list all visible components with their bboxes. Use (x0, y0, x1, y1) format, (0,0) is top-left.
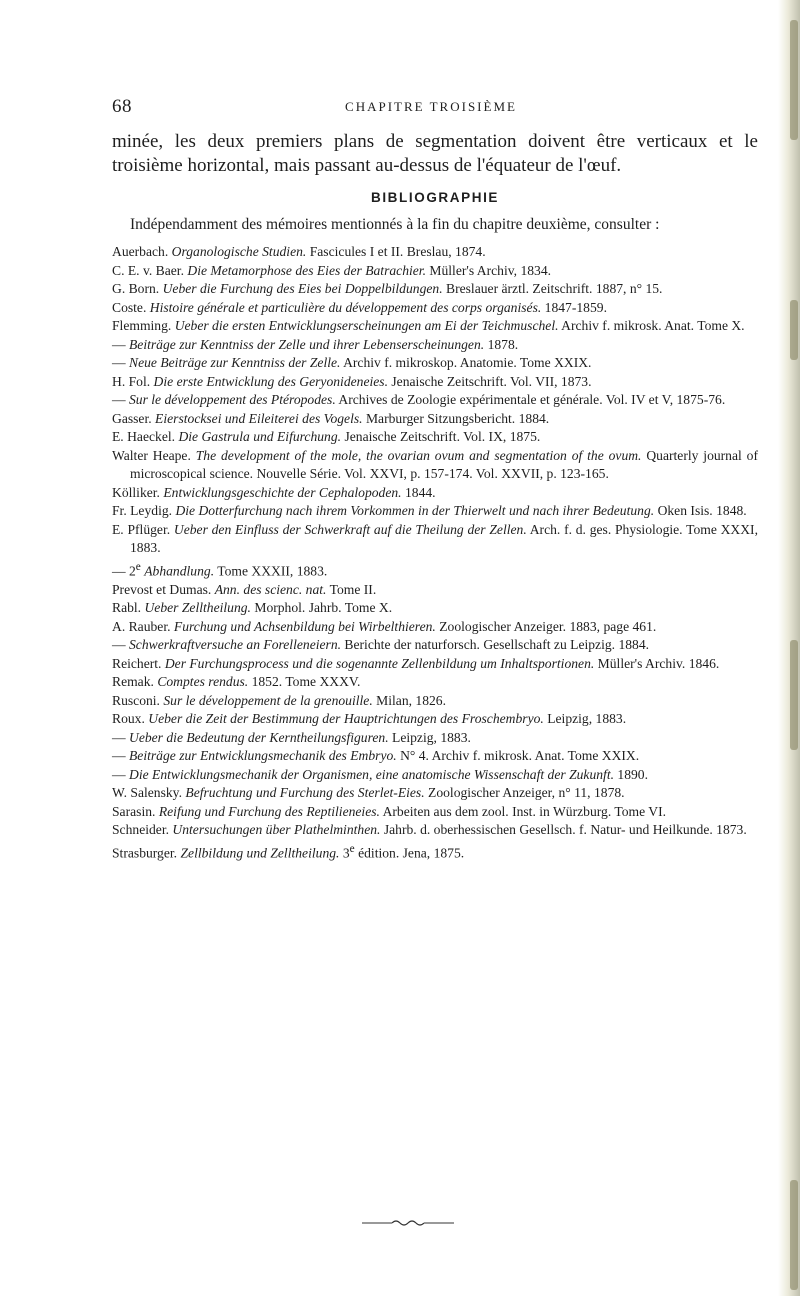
entry-title: Untersuchungen über Plathelminthen. (172, 822, 381, 838)
entry-text: 1890. (614, 766, 648, 782)
entry-text: 1847-1859. (541, 299, 607, 315)
bibliography-entry (112, 354, 758, 373)
edge-stain (790, 300, 798, 360)
page-edge-shadow (778, 0, 800, 1296)
lead-paragraph: minée, les deux premiers plans de segmentation doivent être verticaux et le troisième horizontal, mais passant au-dessus de l'équateur de l'œuf. (112, 131, 758, 176)
entry-text: — (112, 336, 129, 352)
entry-text: Sarasin. (112, 803, 159, 819)
entry-title: Ueber die Bedeutung der Kerntheilungsfiguren. (129, 729, 389, 745)
entry-text: E. Haeckel. (112, 429, 179, 444)
entry-text: Zoologischer Anzeiger. 1883, page 461. (435, 618, 657, 634)
bibliography-entry (112, 502, 758, 521)
entry-text: Coste. (112, 299, 150, 315)
running-head (112, 96, 750, 120)
entry-title: Ueber Zelltheilung. (144, 600, 251, 616)
entry-text: — (112, 766, 129, 782)
entry-text: Fr. Leydig. (112, 503, 176, 518)
entry-title: Der Furchungsprocess und die sogenannte Zellenbildung um Inhaltsportionen. (164, 655, 595, 671)
entry-title: Sur le développement de la grenouille. (163, 692, 373, 708)
page-number: 68 (112, 96, 132, 117)
entry-text: — 2 (112, 563, 136, 579)
entry-title: Beiträge zur Entwicklungsmechanik des Embryo. (129, 748, 397, 764)
entry-text: Strasburger. (112, 845, 181, 861)
entry-text: — (112, 392, 129, 407)
bibliography-entry (112, 243, 758, 262)
entry-text: e (349, 842, 355, 855)
entry-text: Flemming. (112, 318, 175, 333)
entry-text: Walter Heape. (112, 447, 196, 463)
bibliography-entry (112, 280, 758, 299)
edge-stain (790, 640, 798, 750)
entry-text: 1878. (484, 336, 519, 352)
bibliography-entry (112, 599, 758, 618)
bibliography-entry (112, 391, 758, 410)
entry-text: Gasser. (112, 410, 156, 426)
bibliography-entry (112, 710, 758, 729)
entry-title: Sur le développement des Ptéropodes. (129, 392, 336, 407)
entry-text: Jahrb. d. oberhessischen Gesellsch. f. Natur- und Heilkunde. 1873. (380, 822, 747, 838)
entry-text: W. Salensky. (112, 785, 186, 801)
entry-text: Remak. (112, 674, 158, 690)
bibliography-entry (112, 747, 758, 766)
entry-text: Schneider. (112, 822, 173, 838)
entry-text: Rusconi. (112, 692, 164, 708)
bibliography-entry (112, 618, 758, 637)
bibliography-entry (112, 673, 758, 692)
edge-stain (790, 20, 798, 140)
entry-text: Quarterly journal of microscopical science. Nouvelle Série. Vol. XXVI, p. 157-174. Vol. XXVII, p. 123-165. (130, 447, 758, 481)
entry-title: Reifung und Furchung des Reptilieneies. (158, 803, 380, 819)
entry-text: — (112, 748, 129, 764)
ornament-flourish (392, 1221, 424, 1225)
bibliography-entry (112, 636, 758, 655)
entry-title: Abhandlung. (144, 563, 215, 579)
entry-text: Oken Isis. 1848. (654, 503, 747, 518)
bibliography-entry (112, 299, 758, 318)
entry-title: Die Entwicklungsmechanik der Organismen, eine anatomische Wissenschaft der Zukunft. (129, 766, 615, 782)
entry-title: Histoire générale et particulière du développement des corps organisés. (149, 299, 542, 315)
entry-text: Tome II. (326, 581, 377, 597)
entry-text: Archiv f. mikrosk. Anat. Tome X. (558, 318, 745, 333)
entry-text: N° 4. Archiv f. mikrosk. Anat. Tome XXIX. (396, 748, 640, 764)
entry-title: Ueber den Einfluss der Schwerkraft auf die Theilung der Zellen. (173, 521, 527, 537)
entry-title: Beiträge zur Kenntniss der Zelle und ihrer Lebenserscheinungen. (129, 336, 485, 352)
entry-title: Organologische Studien. (171, 244, 307, 259)
bibliography-entry (112, 428, 758, 447)
entry-text: Morphol. Jahrb. Tome X. (250, 600, 393, 616)
entry-title: Die Gastrula und Eifurchung. (178, 429, 342, 444)
entry-title: Zellbildung und Zelltheilung. (180, 845, 340, 861)
entry-text: Prevost et Dumas. (112, 581, 215, 597)
section-heading: BIBLIOGRAPHIE (370, 190, 500, 205)
entry-text: Berichte der naturforsch. Gesellschaft zu Leipzig. 1884. (341, 637, 650, 653)
entry-text: E. Pflüger. (112, 521, 174, 537)
entry-title: Die Metamorphose des Eies der Batrachier. (187, 262, 426, 278)
entry-text: Arbeiten aus dem zool. Inst. in Würzburg. Tome VI. (379, 803, 667, 819)
entry-title: Befruchtung und Furchung des Sterlet-Eies. (185, 785, 425, 801)
entry-text: Leipzig, 1883. (388, 729, 471, 745)
entry-text: Tome XXXII, 1883. (214, 563, 328, 579)
entry-title: Ueber die ersten Entwicklungserscheinungen am Ei der Teichmuschel. (174, 318, 559, 333)
entry-title: Ueber die Furchung des Eies bei Doppelbildungen. (162, 281, 443, 296)
entry-title: Comptes rendus. (157, 674, 249, 690)
bibliography-entry (112, 373, 758, 392)
bibliography-entry (112, 784, 758, 803)
entry-text: 1844. (401, 484, 436, 500)
bibliography-entry (112, 729, 758, 748)
entry-text: Müller's Archiv. 1846. (594, 655, 720, 671)
edge-stain (790, 1180, 798, 1290)
entry-text: Archives de Zoologie expérimentale et générale. Vol. IV et V, 1875-76. (335, 392, 726, 407)
entry-title: Furchung und Achsenbildung bei Wirbelthieren. (173, 618, 436, 634)
entry-text: H. Fol. (112, 373, 154, 389)
entry-text: Fascicules I et II. Breslau, 1874. (306, 244, 486, 259)
bibliography-entry (112, 484, 758, 503)
bibliography-entry (112, 766, 758, 785)
entry-text: Jenaische Zeitschrift. Vol. IX, 1875. (341, 429, 541, 444)
bibliography-list (112, 243, 758, 863)
entry-text: Zoologischer Anzeiger, n° 11, 1878. (424, 785, 625, 801)
bibliography-entry (112, 692, 758, 711)
entry-text: Archiv f. mikroskop. Anatomie. Tome XXIX. (340, 355, 592, 370)
entry-title: Neue Beiträge zur Kenntniss der Zelle. (129, 355, 341, 370)
entry-text: e (135, 560, 141, 573)
intro-paragraph: Indépendamment des mémoires mentionnés à la fin du chapitre deuxième, consulter : (130, 216, 660, 233)
entry-text: C. E. v. Baer. (112, 262, 188, 278)
bibliography-entry (112, 840, 758, 863)
entry-text: édition. Jena, 1875. (354, 845, 465, 861)
entry-text: Kölliker. (112, 484, 164, 500)
bibliography-entry (112, 262, 758, 281)
entry-text: Reichert. (112, 655, 165, 671)
entry-text: Roux. (112, 711, 149, 727)
bibliography-entry (112, 821, 758, 840)
entry-text: 1852. Tome XXXV. (248, 674, 361, 690)
entry-title: Schwerkraftversuche an Forelleneiern. (129, 637, 342, 653)
entry-text: Jenaische Zeitschrift. Vol. VII, 1873. (387, 373, 592, 389)
entry-text: — (112, 729, 129, 745)
bibliography-entry (112, 558, 758, 581)
entry-text: Müller's Archiv, 1834. (426, 262, 552, 278)
entry-title: Die erste Entwicklung des Geryonideneies. (153, 373, 388, 389)
entry-text: Auerbach. (112, 244, 172, 259)
bibliography-entry (112, 410, 758, 429)
entry-title: Ueber die Zeit der Bestimmung der Hauptrichtungen des Froschembryo. (148, 711, 544, 727)
bibliography-entry (112, 317, 758, 336)
chapter-title: CHAPITRE TROISIÈME (345, 99, 517, 114)
entry-text: Rabl. (112, 600, 145, 616)
entry-title: Entwicklungsgeschichte der Cephalopoden. (163, 484, 402, 500)
entry-text: Marburger Sitzungsbericht. 1884. (362, 410, 550, 426)
bibliography-entry (112, 581, 758, 600)
entry-text: A. Rauber. (112, 618, 174, 634)
entry-title: The development of the mole, the ovarian ovum and segmentation of the ovum. (195, 447, 642, 463)
entry-title: Die Dotterfurchung nach ihrem Vorkommen in der Thierwelt und nach ihrer Bedeutung. (175, 503, 655, 518)
entry-text: Milan, 1826. (372, 692, 447, 708)
entry-text: Arch. f. d. ges. Physiologie. Tome XXXI, 1883. (130, 521, 758, 555)
bibliography-entry (112, 447, 758, 484)
entry-title: Eierstocksei und Eileiterei des Vogels. (155, 410, 363, 426)
bibliography-entry (112, 803, 758, 822)
entry-text: — (112, 637, 129, 653)
entry-text: Leipzig, 1883. (543, 711, 627, 727)
entry-title: Ann. des scienc. nat. (214, 581, 327, 597)
entry-text: Breslauer ärztl. Zeitschrift. 1887, n° 15. (442, 281, 663, 296)
entry-text: G. Born. (112, 281, 163, 296)
bibliography-entry (112, 521, 758, 558)
end-ornament (0, 1218, 800, 1228)
bibliography-entry (112, 655, 758, 674)
entry-text: — (112, 355, 129, 370)
bibliography-entry (112, 336, 758, 355)
entry-text: 3 (339, 845, 350, 861)
page-body (112, 130, 758, 863)
